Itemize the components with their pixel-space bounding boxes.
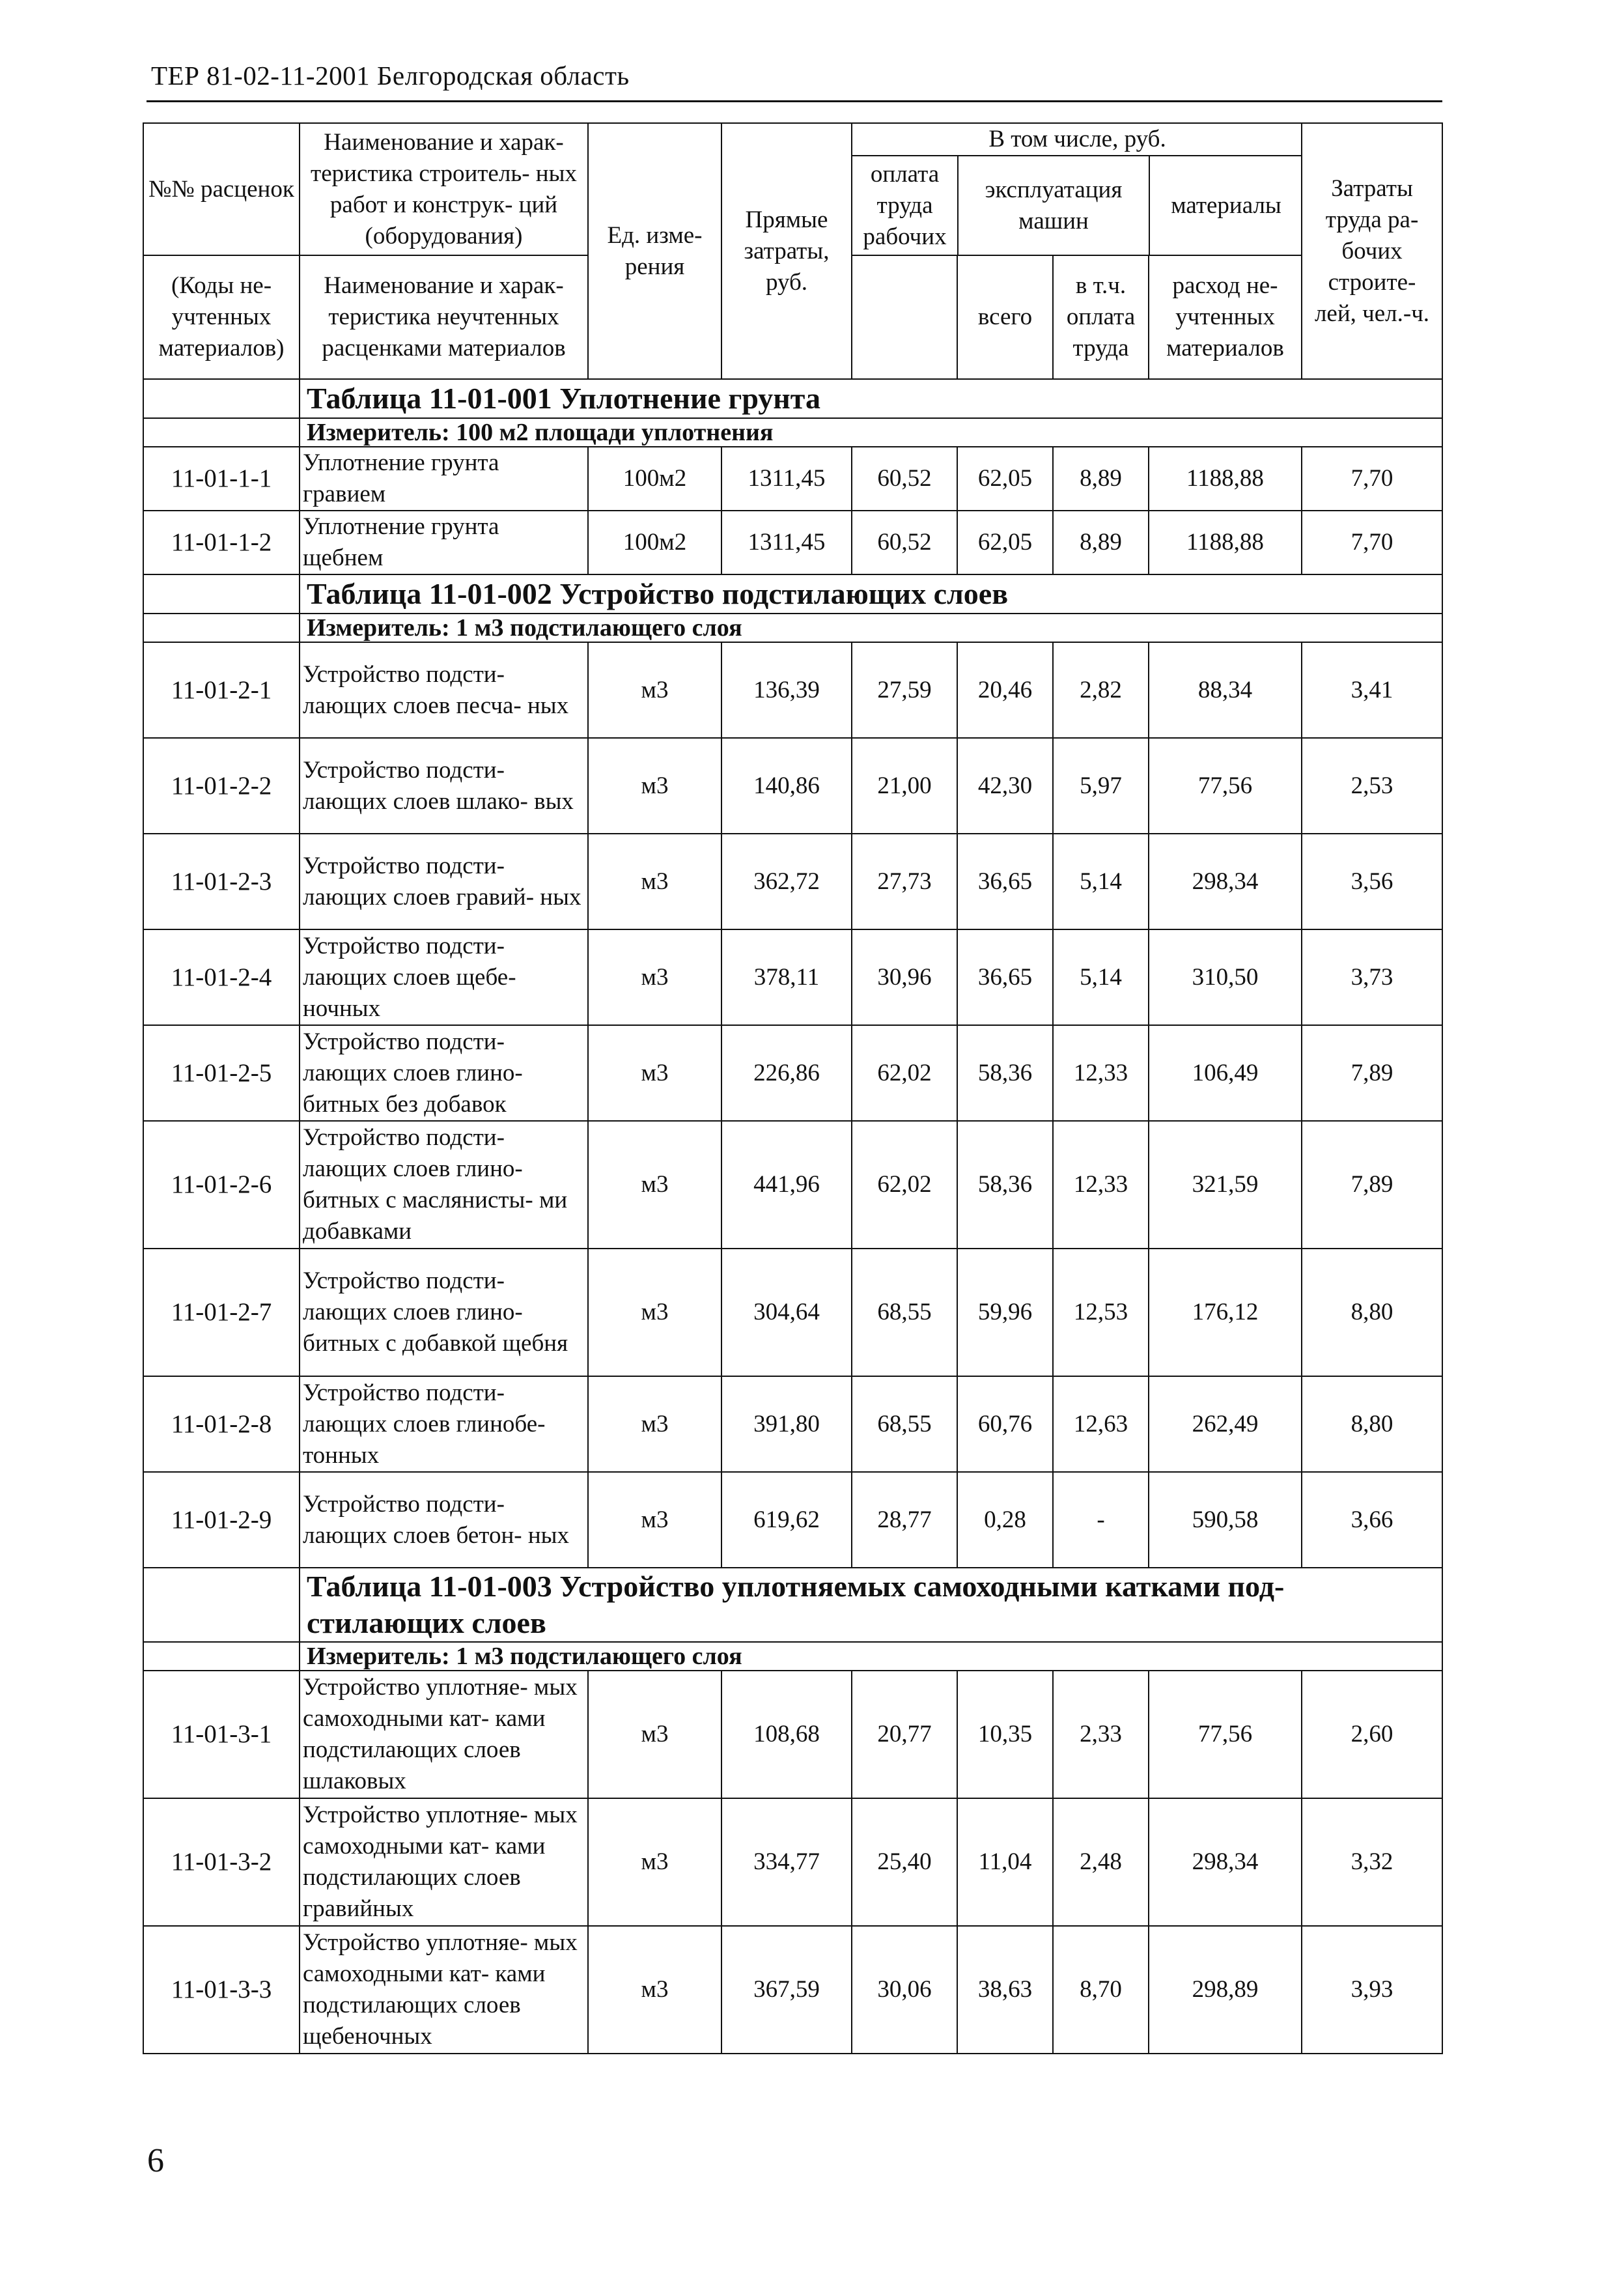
section-title-row xyxy=(143,574,1442,614)
unit: м3 xyxy=(588,738,721,834)
table-row xyxy=(143,1671,1442,1798)
wages: 60,52 xyxy=(852,511,957,574)
materials: 176,12 xyxy=(1149,1249,1302,1376)
rates-table xyxy=(143,122,1443,2054)
wages: 60,52 xyxy=(852,447,957,511)
machines-total: 10,35 xyxy=(957,1671,1053,1798)
labor: 7,70 xyxy=(1302,447,1442,511)
unit: м3 xyxy=(588,1376,721,1472)
section-meter: Измеритель: 100 м2 площади уплотнения xyxy=(300,418,1442,447)
materials: 77,56 xyxy=(1149,1671,1302,1798)
col-unit-header: Ед. изме- рения xyxy=(588,123,721,379)
unit: м3 xyxy=(588,1121,721,1249)
rate-code: 11-01-2-6 xyxy=(143,1121,300,1249)
machines-total: 58,36 xyxy=(957,1025,1053,1121)
wages: 30,06 xyxy=(852,1926,957,2054)
col-name-alt-header: Наименование и харак- теристика неучтенных расценками материалов xyxy=(300,255,588,379)
labor: 3,41 xyxy=(1302,642,1442,738)
rate-code: 11-01-1-2 xyxy=(143,511,300,574)
col-labor-header: Затраты труда ра- бочих строите- лей, чел.-ч. xyxy=(1302,123,1442,379)
col-wages-header: оплата труда рабочих xyxy=(852,156,958,255)
wages: 27,59 xyxy=(852,642,957,738)
work-name: Устройство уплотняе- мых самоходными кат- ками подстилающих слоев шлаковых xyxy=(300,1671,588,1798)
machines-wages: 12,53 xyxy=(1053,1249,1149,1376)
direct-cost: 1311,45 xyxy=(721,511,852,574)
unit: м3 xyxy=(588,1798,721,1926)
section-title: Таблица 11-01-001 Уплотнение грунта xyxy=(300,379,1442,418)
direct-cost: 391,80 xyxy=(721,1376,852,1472)
machines-wages: 8,70 xyxy=(1053,1926,1149,2054)
header-row-1 xyxy=(143,123,1442,255)
work-name: Уплотнение грунта щебнем xyxy=(300,511,588,574)
section-meter-blank xyxy=(143,418,300,447)
materials: 262,49 xyxy=(1149,1376,1302,1472)
direct-cost: 378,11 xyxy=(721,929,852,1025)
rate-code: 11-01-2-9 xyxy=(143,1472,300,1568)
unit: м3 xyxy=(588,1249,721,1376)
wages: 20,77 xyxy=(852,1671,957,1798)
machines-total: 20,46 xyxy=(957,642,1053,738)
materials: 1188,88 xyxy=(1149,447,1302,511)
section-title: Таблица 11-01-002 Устройство подстилающих слоев xyxy=(300,574,1442,614)
wages: 62,02 xyxy=(852,1121,957,1249)
table-row xyxy=(143,511,1442,574)
materials: 590,58 xyxy=(1149,1472,1302,1568)
machines-wages: 12,33 xyxy=(1053,1025,1149,1121)
direct-cost: 367,59 xyxy=(721,1926,852,2054)
materials: 321,59 xyxy=(1149,1121,1302,1249)
section-meter: Измеритель: 1 м3 подстилающего слоя xyxy=(300,614,1442,642)
section-meter-row xyxy=(143,614,1442,642)
labor: 8,80 xyxy=(1302,1376,1442,1472)
labor: 2,53 xyxy=(1302,738,1442,834)
rate-code: 11-01-2-4 xyxy=(143,929,300,1025)
col-code-header: №№ расценок xyxy=(143,123,300,255)
unit: м3 xyxy=(588,929,721,1025)
col-name-header: Наименование и харак- теристика строитель- ных работ и конструк- ций (оборудования) xyxy=(300,123,588,255)
col-incl-wages-header: в т.ч. оплата труда xyxy=(1053,255,1149,379)
machines-wages: - xyxy=(1053,1472,1149,1568)
machines-wages: 5,14 xyxy=(1053,929,1149,1025)
work-name: Устройство уплотняе- мых самоходными кат- ками подстилающих слоев гравийных xyxy=(300,1798,588,1926)
section-meter-blank xyxy=(143,614,300,642)
machines-total: 60,76 xyxy=(957,1376,1053,1472)
labor: 8,80 xyxy=(1302,1249,1442,1376)
rate-code: 11-01-2-7 xyxy=(143,1249,300,1376)
section-title-blank xyxy=(143,1568,300,1642)
table-row xyxy=(143,834,1442,929)
rate-code: 11-01-3-1 xyxy=(143,1671,300,1798)
section-title-row xyxy=(143,379,1442,418)
materials: 298,34 xyxy=(1149,1798,1302,1926)
direct-cost: 304,64 xyxy=(721,1249,852,1376)
machines-total: 36,65 xyxy=(957,929,1053,1025)
materials: 310,50 xyxy=(1149,929,1302,1025)
materials: 1188,88 xyxy=(1149,511,1302,574)
table-row xyxy=(143,1926,1442,2054)
rate-code: 11-01-3-2 xyxy=(143,1798,300,1926)
machines-wages: 12,63 xyxy=(1053,1376,1149,1472)
col-incl-header: В том числе, руб. xyxy=(852,124,1302,156)
direct-cost: 441,96 xyxy=(721,1121,852,1249)
rate-code: 11-01-1-1 xyxy=(143,447,300,511)
machines-total: 36,65 xyxy=(957,834,1053,929)
materials: 298,34 xyxy=(1149,834,1302,929)
page-header: ТЕР 81-02-11-2001 Белгородская область xyxy=(151,61,630,91)
wages: 28,77 xyxy=(852,1472,957,1568)
materials: 88,34 xyxy=(1149,642,1302,738)
section-meter: Измеритель: 1 м3 подстилающего слоя xyxy=(300,1642,1442,1671)
table-row xyxy=(143,447,1442,511)
machines-wages: 8,89 xyxy=(1053,511,1149,574)
labor: 7,89 xyxy=(1302,1121,1442,1249)
machines-total: 58,36 xyxy=(957,1121,1053,1249)
direct-cost: 1311,45 xyxy=(721,447,852,511)
page-number: 6 xyxy=(147,2142,164,2179)
machines-total: 42,30 xyxy=(957,738,1053,834)
machines-total: 0,28 xyxy=(957,1472,1053,1568)
table-row xyxy=(143,1121,1442,1249)
materials: 77,56 xyxy=(1149,738,1302,834)
labor: 7,70 xyxy=(1302,511,1442,574)
unit: м3 xyxy=(588,1671,721,1798)
materials: 298,89 xyxy=(1149,1926,1302,2054)
direct-cost: 334,77 xyxy=(721,1798,852,1926)
col-direct-header: Прямые затраты, руб. xyxy=(721,123,852,379)
table-row xyxy=(143,1249,1442,1376)
rate-code: 11-01-2-1 xyxy=(143,642,300,738)
table-row xyxy=(143,1472,1442,1568)
table-row xyxy=(143,642,1442,738)
labor: 3,93 xyxy=(1302,1926,1442,2054)
machines-total: 38,63 xyxy=(957,1926,1053,2054)
work-name: Устройство подсти- лающих слоев глино- битных с маслянисты- ми добавками xyxy=(300,1121,588,1249)
wages: 62,02 xyxy=(852,1025,957,1121)
work-name: Устройство подсти- лающих слоев гравий- ных xyxy=(300,834,588,929)
work-name: Уплотнение грунта гравием xyxy=(300,447,588,511)
labor: 7,89 xyxy=(1302,1025,1442,1121)
work-name: Устройство подсти- лающих слоев глино- битных без добавок xyxy=(300,1025,588,1121)
machines-total: 59,96 xyxy=(957,1249,1053,1376)
section-title-blank xyxy=(143,574,300,614)
section-meter-row xyxy=(143,418,1442,447)
section-title-row xyxy=(143,1568,1442,1642)
rate-code: 11-01-2-2 xyxy=(143,738,300,834)
machines-wages: 8,89 xyxy=(1053,447,1149,511)
machines-wages: 2,48 xyxy=(1053,1798,1149,1926)
labor: 3,32 xyxy=(1302,1798,1442,1926)
col-incl-group xyxy=(852,123,1302,255)
unit: 100м2 xyxy=(588,447,721,511)
unit: м3 xyxy=(588,1926,721,2054)
col-total-header: всего xyxy=(957,255,1053,379)
machines-wages: 5,14 xyxy=(1053,834,1149,929)
col-unaccounted-header: расход не- учтенных материалов xyxy=(1149,255,1302,379)
labor: 3,66 xyxy=(1302,1472,1442,1568)
machines-wages: 2,82 xyxy=(1053,642,1149,738)
direct-cost: 226,86 xyxy=(721,1025,852,1121)
labor: 2,60 xyxy=(1302,1671,1442,1798)
table-row xyxy=(143,738,1442,834)
labor: 3,73 xyxy=(1302,929,1442,1025)
table-row xyxy=(143,1376,1442,1472)
machines-total: 11,04 xyxy=(957,1798,1053,1926)
direct-cost: 136,39 xyxy=(721,642,852,738)
section-title-blank xyxy=(143,379,300,418)
col-machines-header: эксплуатация машин xyxy=(958,156,1149,255)
machines-total: 62,05 xyxy=(957,511,1053,574)
table-row xyxy=(143,1025,1442,1121)
header-rule xyxy=(147,100,1442,102)
col-wages-blank xyxy=(852,255,957,379)
section-meter-blank xyxy=(143,1642,300,1671)
work-name: Устройство подсти- лающих слоев глино- битных с добавкой щебня xyxy=(300,1249,588,1376)
col-materials-header: материалы xyxy=(1171,191,1281,219)
machines-wages: 2,33 xyxy=(1053,1671,1149,1798)
wages: 21,00 xyxy=(852,738,957,834)
direct-cost: 108,68 xyxy=(721,1671,852,1798)
machines-total: 62,05 xyxy=(957,447,1053,511)
unit: м3 xyxy=(588,642,721,738)
table-row xyxy=(143,1798,1442,1926)
rate-code: 11-01-2-5 xyxy=(143,1025,300,1121)
work-name: Устройство подсти- лающих слоев глинобе- тонных xyxy=(300,1376,588,1472)
labor: 3,56 xyxy=(1302,834,1442,929)
work-name: Устройство подсти- лающих слоев бетон- ных xyxy=(300,1472,588,1568)
direct-cost: 362,72 xyxy=(721,834,852,929)
rate-code: 11-01-2-3 xyxy=(143,834,300,929)
work-name: Устройство уплотняе- мых самоходными кат- ками подстилающих слоев щебеночных xyxy=(300,1926,588,2054)
unit: м3 xyxy=(588,1025,721,1121)
direct-cost: 140,86 xyxy=(721,738,852,834)
work-name: Устройство подсти- лающих слоев щебе- ночных xyxy=(300,929,588,1025)
wages: 27,73 xyxy=(852,834,957,929)
machines-wages: 5,97 xyxy=(1053,738,1149,834)
materials: 106,49 xyxy=(1149,1025,1302,1121)
col-code-alt-header: (Коды не- учтенных материалов) xyxy=(143,255,300,379)
rate-code: 11-01-2-8 xyxy=(143,1376,300,1472)
unit: м3 xyxy=(588,834,721,929)
machines-wages: 12,33 xyxy=(1053,1121,1149,1249)
section-title: Таблица 11-01-003 Устройство уплотняемых самоходными катками под- стилающих слоев xyxy=(300,1568,1442,1642)
unit: м3 xyxy=(588,1472,721,1568)
table-row xyxy=(143,929,1442,1025)
work-name: Устройство подсти- лающих слоев шлако- вых xyxy=(300,738,588,834)
wages: 25,40 xyxy=(852,1798,957,1926)
work-name: Устройство подсти- лающих слоев песча- ных xyxy=(300,642,588,738)
section-meter-row xyxy=(143,1642,1442,1671)
wages: 68,55 xyxy=(852,1376,957,1472)
unit: 100м2 xyxy=(588,511,721,574)
rate-code: 11-01-3-3 xyxy=(143,1926,300,2054)
wages: 30,96 xyxy=(852,929,957,1025)
direct-cost: 619,62 xyxy=(721,1472,852,1568)
wages: 68,55 xyxy=(852,1249,957,1376)
